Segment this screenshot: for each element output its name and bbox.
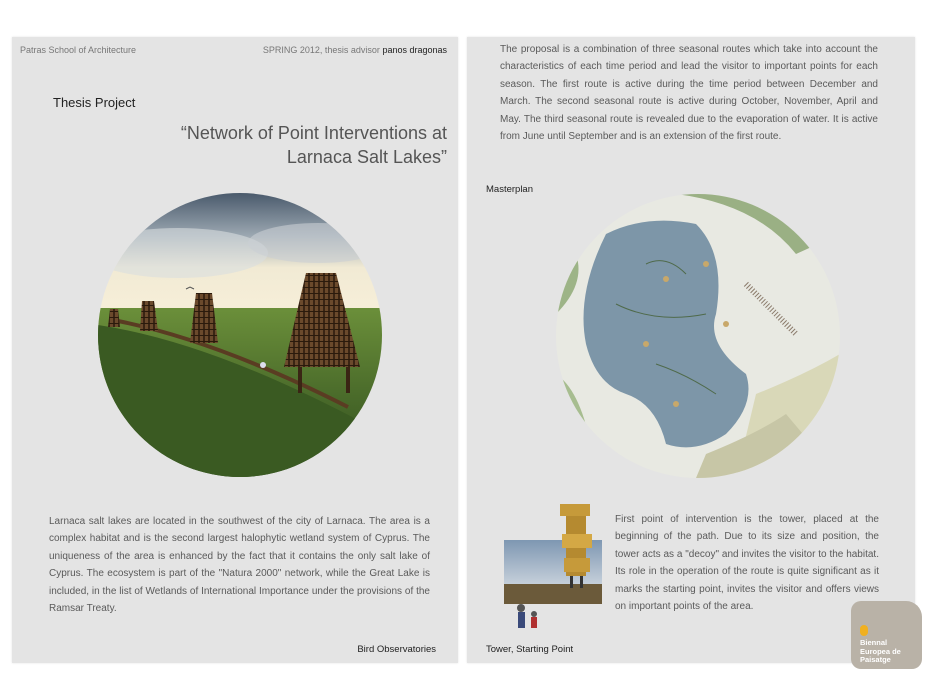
thesis-title-line1: “Network of Point Interventions at (180, 123, 447, 143)
season-advisor (263, 45, 447, 55)
right-page (467, 37, 915, 663)
thesis-title (117, 121, 447, 169)
logo-mark-icon (860, 625, 868, 636)
thesis-title-line2: Larnaca Salt Lakes” (286, 147, 447, 167)
tower-render (504, 504, 602, 630)
advisor-name: panos dragonas (382, 45, 447, 55)
logo-line2: Europea de (860, 646, 901, 656)
logo-text (860, 639, 901, 665)
thesis-label: Thesis Project (53, 95, 136, 110)
season-text: SPRING 2012, thesis advisor (262, 45, 383, 55)
left-page (12, 37, 458, 663)
bird-observatories-render (98, 193, 382, 477)
proposal-description: The proposal is a combination of three seasonal routes which take into account the characteristics of each time period and lead the visitor to important points for each season. The first route is active during the time period between December and March. The second seasonal route is active during October, November, April and May. The third seasonal route is revealed due to the evaporation of water. It is active from June until September and is an extension of the first route. (500, 44, 878, 143)
tower-caption: Tower, Starting Point (486, 644, 574, 655)
masterplan-map (556, 194, 840, 478)
logo-line1: Biennal (860, 638, 888, 647)
masterplan-label: Masterplan (486, 184, 533, 195)
tower-description: First point of intervention is the tower, placed at the beginning of the path. Due to its size and position, the tower acts as a "decoy" and invites the visitor to the habitat. Its role in the operation of the route is quite significant as it marks the starting point, invites the visitor and offers views on important points of the area. (615, 514, 879, 613)
biennal-logo (851, 601, 922, 669)
school-name: Patras School of Architecture (20, 45, 137, 55)
site-description: Larnaca salt lakes are located in the southwest of the city of Larnaca. The area is a complex habitat and is the second largest halophytic wetland system of Cyprus. The uniqueness of the area is enhanced by the fact that it contains the only salt lake of Cyprus. The ecosystem is part of the "Natura 2000" network, while the Great Lake is included, in the list of Wetlands of International Importance under the provisions of the Ramsar Treaty. (49, 516, 430, 615)
bird-observatories-caption: Bird Observatories (357, 644, 436, 655)
logo-line3: Paisatge (860, 655, 891, 664)
